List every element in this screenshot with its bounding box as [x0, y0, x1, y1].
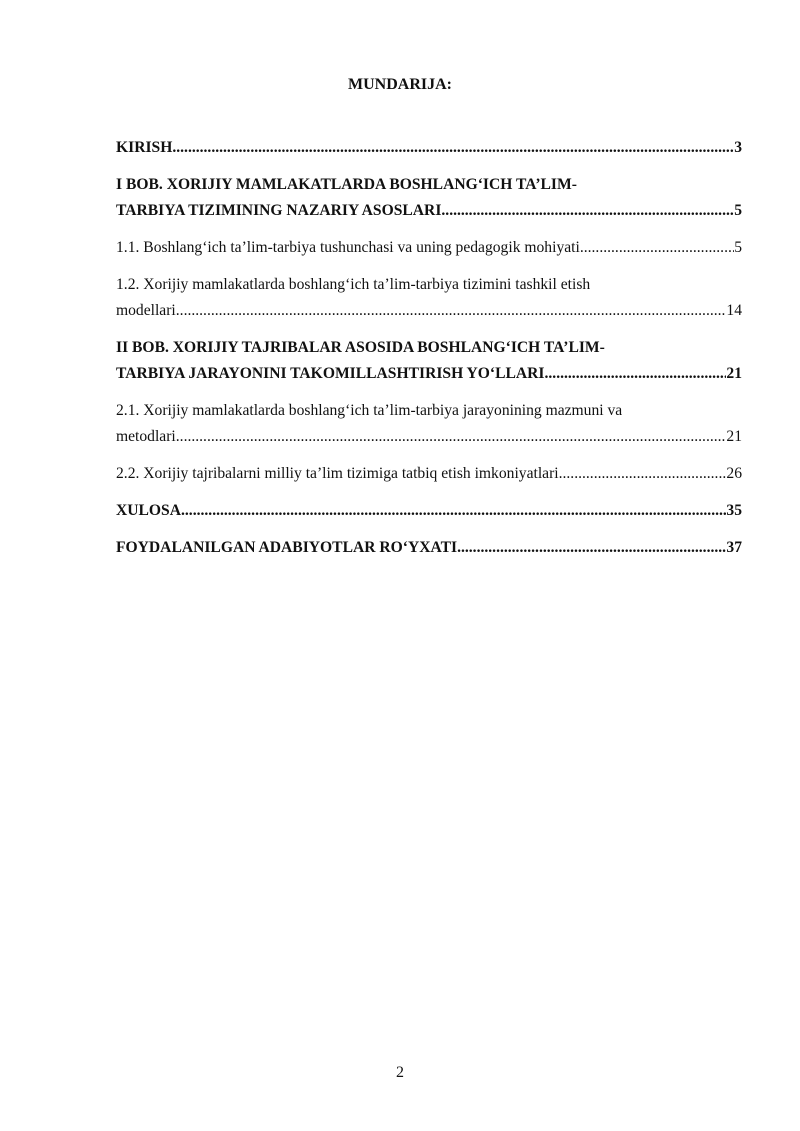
toc-line: [116, 498, 742, 524]
toc-leader-dots: [441, 198, 734, 224]
toc-page-number: 14: [726, 302, 742, 319]
toc-page-number: 5: [734, 239, 742, 256]
toc-entry-title-line-1: II BOB. XORIJIY TAJRIBALAR ASOSIDA BOSHLANG‘ICH TA’LIM-: [116, 339, 605, 356]
table-of-contents: [116, 135, 742, 572]
toc-entry-title: XULOSA: [116, 502, 181, 519]
toc-entry-section-2-1[interactable]: [116, 398, 742, 450]
page-title: MUNDARIJA:: [348, 76, 452, 93]
page-number: 2: [396, 1064, 404, 1081]
toc-page-number: 37: [726, 539, 742, 556]
toc-entry-xulosa[interactable]: [116, 498, 742, 524]
toc-entry-title: 2.2. Xorijiy tajribalarni milliy ta’lim tizimiga tatbiq etish imkoniyatlari: [116, 465, 559, 482]
toc-entry-title: FOYDALANILGAN ADABIYOTLAR RO‘YXATI: [116, 539, 458, 556]
toc-entry-references[interactable]: [116, 535, 742, 561]
toc-leader-dots: [545, 361, 727, 387]
toc-entry-title: 1.1. Boshlang‘ich ta’lim-tarbiya tushunchasi va uning pedagogik mohiyati: [116, 239, 580, 256]
toc-page-number: 3: [734, 139, 742, 156]
toc-leader-dots: [580, 235, 734, 261]
toc-leader-dots: [559, 461, 727, 487]
toc-entry-chapter-1[interactable]: [116, 172, 742, 224]
toc-line: [116, 135, 742, 161]
toc-entry-title-line-1: 1.2. Xorijiy mamlakatlarda boshlang‘ich ta’lim-tarbiya tizimini tashkil etish: [116, 276, 591, 293]
toc-entry-title: KIRISH: [116, 139, 173, 156]
toc-leader-dots: [457, 535, 726, 561]
toc-leader-dots: [176, 298, 727, 324]
toc-line: [116, 424, 742, 450]
toc-page-number: 26: [726, 465, 742, 482]
toc-entry-section-2-2[interactable]: [116, 461, 742, 487]
toc-entry-title-line-2: TARBIYA TIZIMINING NAZARIY ASOSLARI: [116, 202, 442, 219]
toc-entry-title-line-1: 2.1. Xorijiy mamlakatlarda boshlang‘ich ta’lim-tarbiya jarayonining mazmuni va: [116, 402, 623, 419]
toc-line: [116, 535, 742, 561]
toc-entry-title-line-2: modellari: [116, 302, 176, 319]
toc-entry-title-line-2: TARBIYA JARAYONINI TAKOMILLASHTIRISH YO‘LLARI: [116, 365, 545, 382]
toc-page-number: 21: [726, 365, 742, 382]
toc-line: [116, 198, 742, 224]
toc-entry-section-1-2[interactable]: [116, 272, 742, 324]
toc-page-number: 35: [726, 502, 742, 519]
toc-leader-dots: [172, 135, 734, 161]
toc-entry-kirish[interactable]: [116, 135, 742, 161]
toc-line: [116, 361, 742, 387]
toc-leader-dots: [181, 498, 726, 524]
toc-entry-chapter-2[interactable]: [116, 335, 742, 387]
toc-entry-title-line-1: I BOB. XORIJIY MAMLAKATLARDA BOSHLANG‘ICH TA’LIM-: [116, 176, 577, 193]
toc-line: [116, 298, 742, 324]
toc-entry-title-line-2: metodlari: [116, 428, 176, 445]
toc-line: [116, 235, 742, 261]
toc-page-number: 5: [734, 202, 742, 219]
toc-leader-dots: [176, 424, 727, 450]
toc-line: [116, 461, 742, 487]
toc-page-number: 21: [726, 428, 742, 445]
toc-entry-section-1-1[interactable]: [116, 235, 742, 261]
